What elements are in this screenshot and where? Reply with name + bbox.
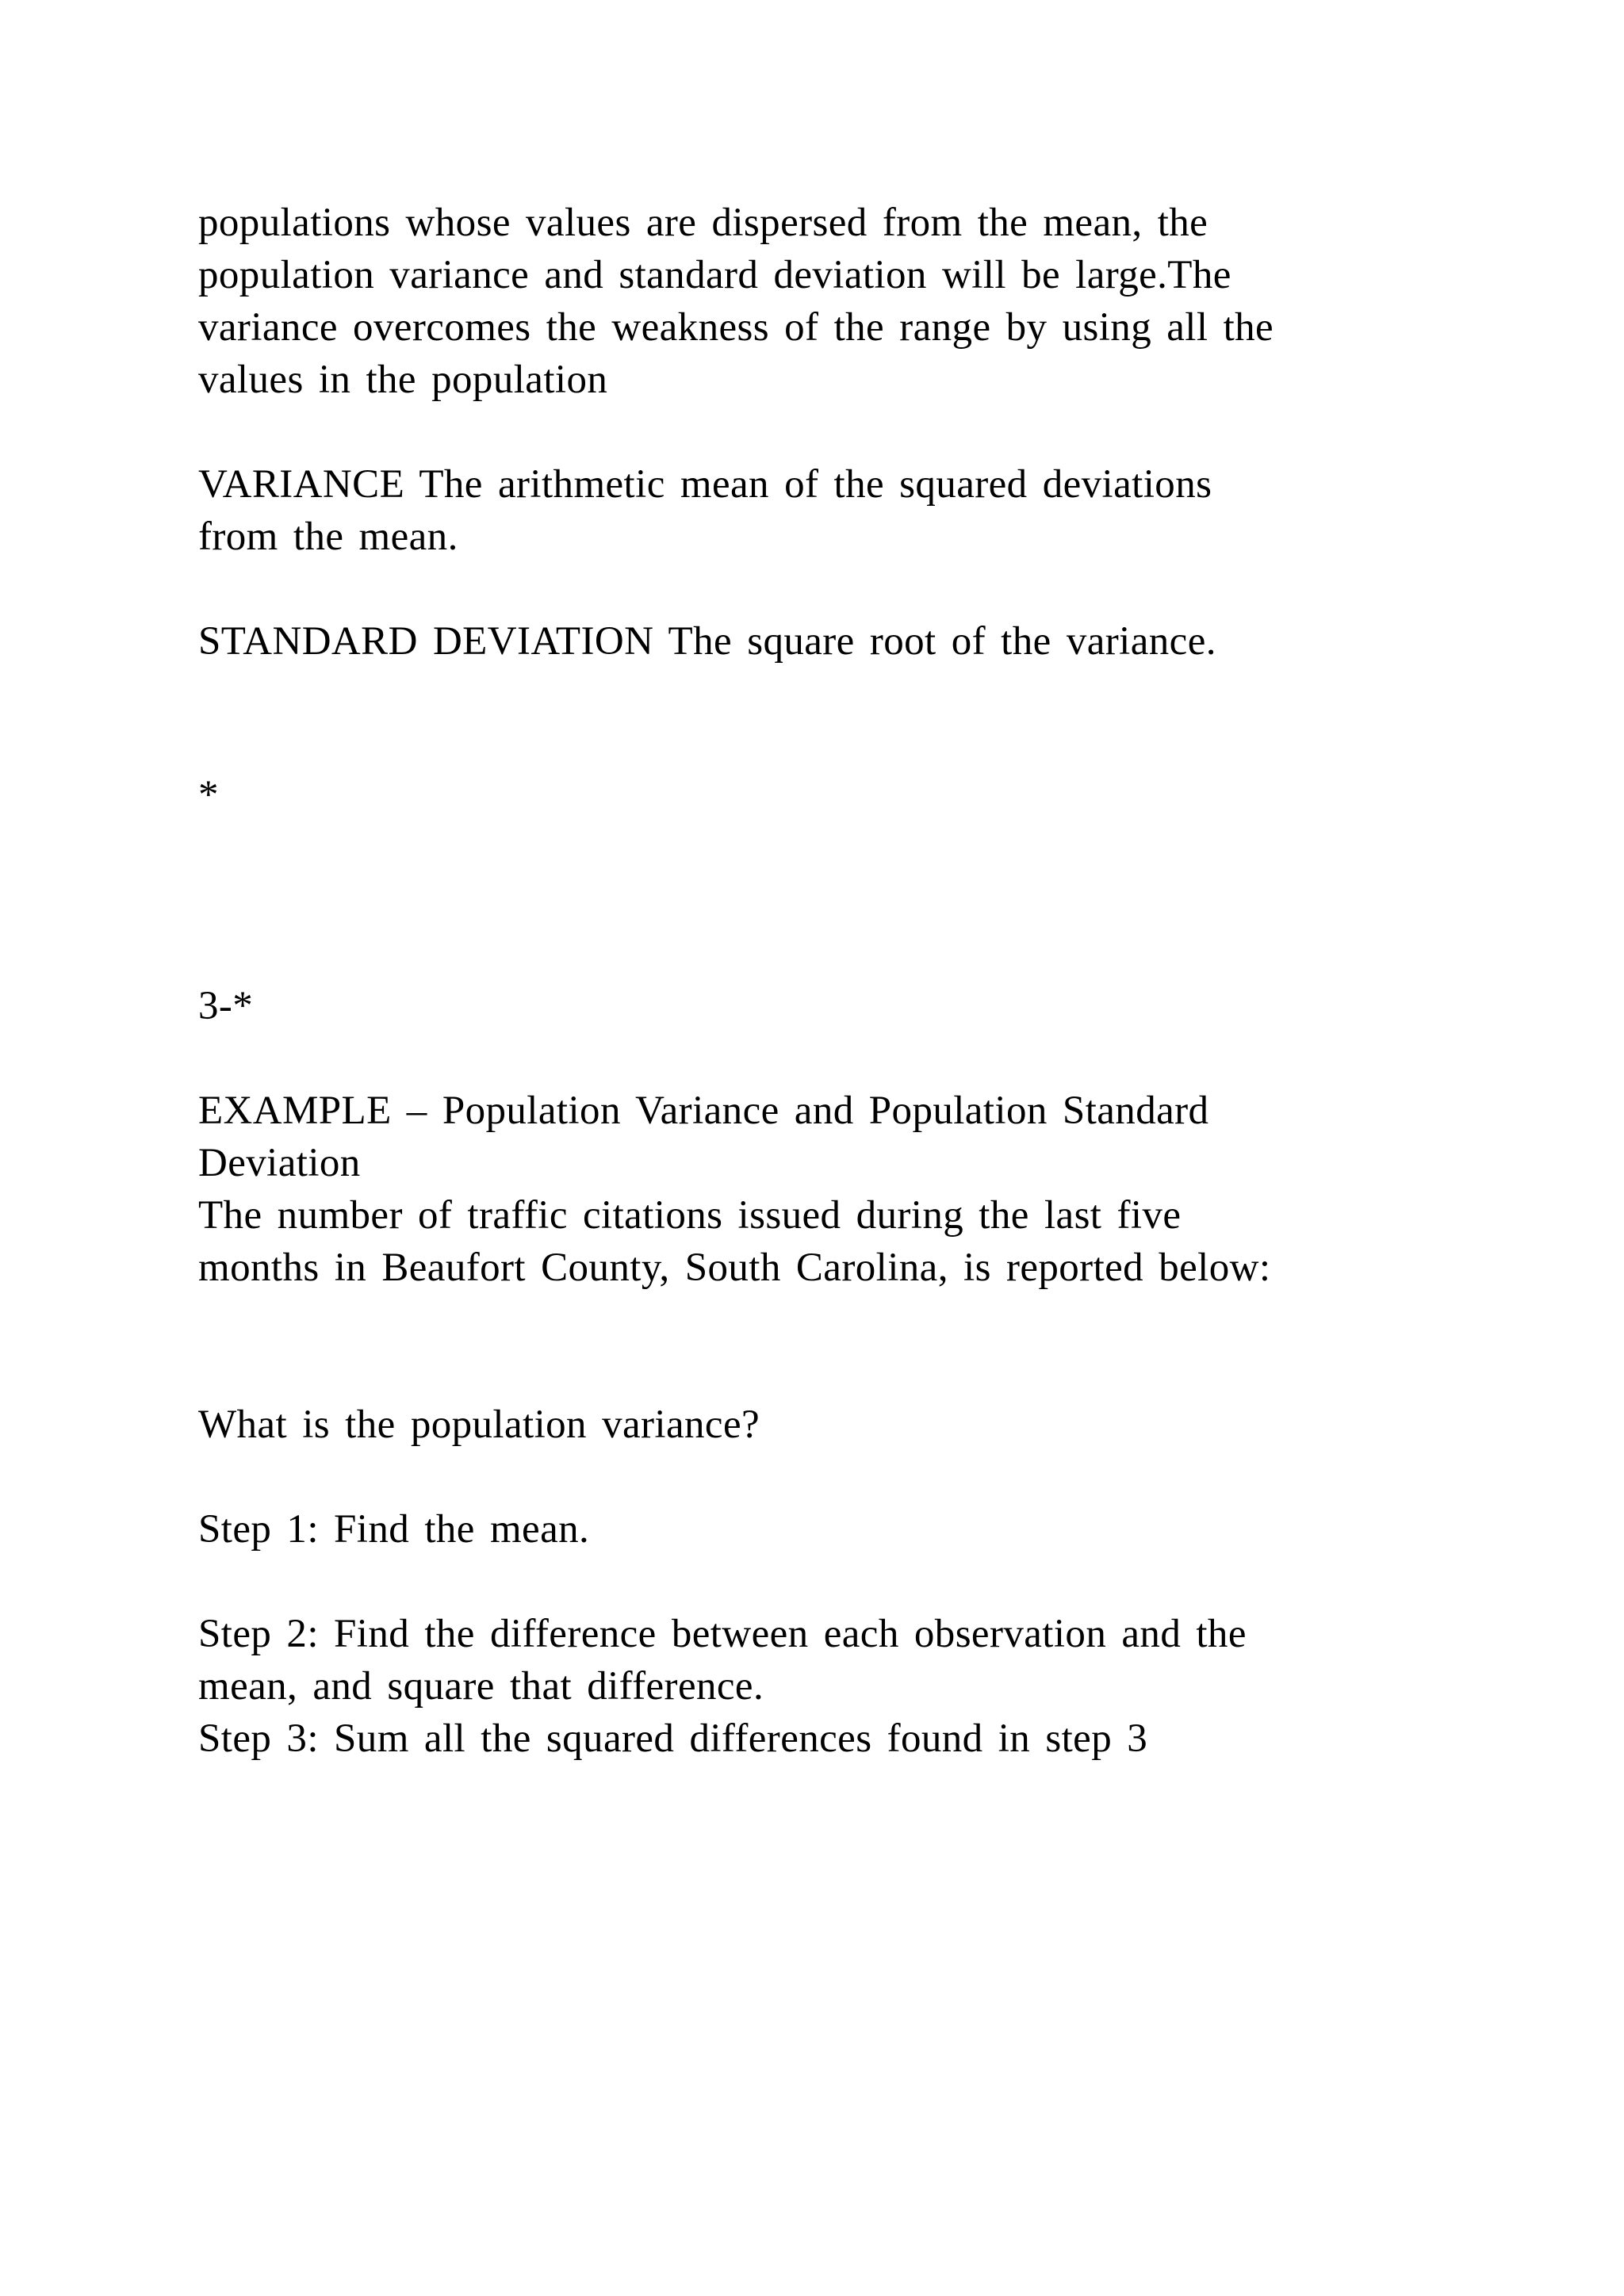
example-description-line-2: months in Beaufort County, South Carolina, is reported below: bbox=[198, 1246, 1271, 1290]
example-heading-line-2: Deviation bbox=[198, 1141, 361, 1185]
example-heading-line-1: EXAMPLE – Population Variance and Population Standard bbox=[198, 1089, 1209, 1133]
step-2-line-2: mean, and square that difference. bbox=[198, 1664, 764, 1709]
slide-number: 3-* bbox=[198, 984, 254, 1028]
definition-standard-deviation: STANDARD DEVIATION The square root of the variance. bbox=[198, 619, 1216, 664]
slide-marker: * bbox=[198, 773, 219, 817]
definition-variance-line-1: VARIANCE The arithmetic mean of the squared deviations bbox=[198, 462, 1212, 507]
paragraph-dispersion-line-2: population variance and standard deviation will be large.The bbox=[198, 253, 1231, 297]
example-description-line-1: The number of traffic citations issued during the last five bbox=[198, 1193, 1182, 1238]
step-2-line-1: Step 2: Find the difference between each observation and the bbox=[198, 1612, 1247, 1656]
paragraph-dispersion-line-1: populations whose values are dispersed from the mean, the bbox=[198, 201, 1208, 245]
question: What is the population variance? bbox=[198, 1402, 760, 1447]
paragraph-dispersion-line-3: variance overcomes the weakness of the range by using all the bbox=[198, 305, 1274, 350]
definition-variance-line-2: from the mean. bbox=[198, 515, 458, 559]
paragraph-dispersion-line-4: values in the population bbox=[198, 358, 608, 402]
step-1: Step 1: Find the mean. bbox=[198, 1507, 590, 1552]
step-3: Step 3: Sum all the squared differences found in step 3 bbox=[198, 1716, 1148, 1761]
